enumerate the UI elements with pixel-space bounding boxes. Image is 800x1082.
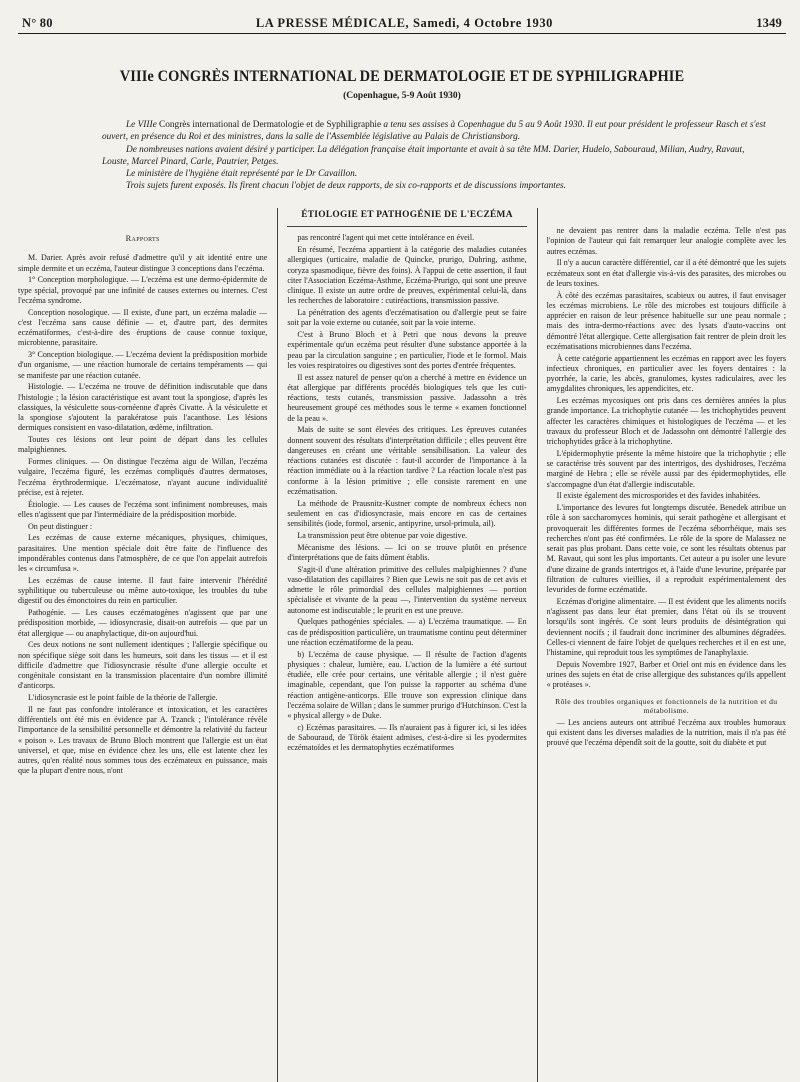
paragraph: Formes cliniques. — On distingue l'eczéma aigu de Willan, l'eczéma vulgaire, l'eczéma figuré, les eczémas compliqués d'autres dermatoses, l'eczéma érythrodermique. L'eczématose, n'ayant aucune individualité précise, est à rejeter. [18,457,268,497]
intro-paragraph-2: De nombreuses nations avaient désiré y participer. La délégation française était importante et avait à sa tête MM. Darier, Hudelo, Sabouraud, Milian, Audry, Ravaut, Louste, Marcel Pinard, Carle, Pautrier, Petges. [102,144,745,167]
paragraph: Il n'y a aucun caractère différentiel, car il a été démontré que les sujets eczémateux sont en état d'allergie vis-à-vis des parasites, des microbes ou de leurs toxines. [546,258,786,288]
intro-lead: Le VIIIe [126,120,157,130]
column-3 [537,208,786,1082]
column-1 [18,208,267,1082]
intro-paragraph-3: Le ministère de l'hygiène était représenté par le Dr Cavaillon. [126,169,358,180]
column-2 [277,208,526,1082]
paragraph: Il existe également des microsporides et des favides inhabitées. [556,491,761,501]
paragraph: M. Darier. Après avoir refusé d'admettre qu'il y ait identité entre une simple dermite et un eczéma, l'auteur distingue 3 conceptions dans l'eczéma. [18,253,268,273]
paragraph: En résumé, l'eczéma appartient à la catégorie des maladies cutanées allergiques (urticaire, maladie de Quincke, prurigo, Duhring, asthme, coryza spasmodique, fièvre des foins). À l'appui de cette assertion, il faut citer l'Association Eczéma-Asthme, Eczéma-Prurigo, qui sont une preuve clinique. Il existe un autre ordre de preuves, expérimental celui-là, dans les recherches de laboratoire : cutiréactions, transmission passive. [287,245,527,306]
paragraph: L'épidermophytie présente la même histoire que la trichophytie ; elle se caractérise très souvent par des intertrigos, des dyshidroses, l'eczéma marginé de Hebra ; elle se révèle aussi par des épidermophytides, elle s'accompagne d'un état d'allergie indiscutable. [546,448,786,489]
paragraph: Il est assez naturel de penser qu'on a cherché à mettre en évidence un état allergique par différents procédés biologiques tels que les cuti-réactions, tests cutanés, transmission passive. Jadassohn a très heureusement groupé ces méthodes sous le terme « examen fonctionnel de la peau ». [287,372,527,423]
section-heading: ÉTIOLOGIE ET PATHOGÉNIE DE L'ECZÉMA [301,210,513,220]
intro-paragraph-1 [102,119,772,144]
article-columns [18,208,786,1082]
intro-paragraph-4: Trois sujets furent exposés. Ils firent chacun l'objet de deux rapports, de six co-rapports et de discussions importantes. [126,181,566,192]
paragraph: pas rencontré l'agent qui met cette intolérance en éveil. [297,233,475,243]
page-number: N° 80 [22,16,53,30]
paragraph: Il ne faut pas confondre intolérance et intoxication, et les caractères différentiels ont été mis en évidence par A. Tzanck ; l'intolérance révèle l'importance de la sensibilité personnelle et démontre la relativité du facteur « poison ». Les travaux de Bruno Bloch montrent que l'allergie est un état universel, et que, mise en évidence chez les uns, elle est latente chez les autres, qu'en réalité nous sommes tous des eczémateux en puissance, mais que la plupart d'entre nous, n'ont [18,704,268,776]
paragraph: Mais de suite se sont élevées des critiques. Les épreuves cutanées donnent souvent des résultats d'interprétation difficile ; elles peuvent être dangereuses en créant une véritable sensibilisation. La valeur des réactions cutanées est discutée : faut-il accorder de l'importance à la réaction immédiate ou à la réaction tardive ? La réaction locale n'est pas conforme à la lésion primitive ; elle consiste rarement en une eczématisation. [287,425,527,496]
paragraph: S'agit-il d'une altération primitive des cellules malpighiennes ? d'une vaso-dilatation des capillaires ? Bien que Lewis ne soit pas de cet avis et admette le rôle primordial des cellules malpighiennes — portion spécialisée et vivante de la peau —, l'intervention du système nerveux autonome est indiscutable ; le prurit en est une preuve. [287,564,527,615]
paragraph: Étiologie. — Les causes de l'eczéma sont infiniment nombreuses, mais elles n'agissent que par l'intermédiaire de la prédisposition morbide. [18,499,268,519]
paragraph: Les eczémas de cause interne. Il faut faire intervenir l'hérédité syphilitique ou tuberculeuse ou même auto-toxique, les troubles du tube digestif ou des émonctoires du rein en particulier. [18,575,268,606]
paragraph: L'idiosyncrasie est le point faible de la théorie de l'allergie. [28,693,218,702]
congress-subtitle: (Copenhague, 5-9 Août 1930) [343,91,461,101]
paragraph: À côté des eczémas parasitaires, scabieux ou autres, il faut envisager les eczémas microbiens. Le rôle des microbes est toujours difficile à apprécier en raison de leur présence habituelle sur une peau normale ; mais des intra-dermo-réactions avec des lysats d'auto-vaccins ont démontré l'état allergique. Cette allergisation fait rentrer de plein droit les eczématisations microbiennes dans l'eczéma. [546,290,786,351]
paragraph: Les eczémas mycosiques ont pris dans ces dernières années la plus grande importance. La trichophytie cutanée — les trichophytides peuvent affecter les caractères chimiques et histologiques de l'eczéma — et les travaux du professeur Bloch et de Jadassohn ont démontré l'allergie des trichophytides grâce à la trichophytine. [546,396,786,446]
reports-heading: Rapports [125,234,160,243]
paragraph: Conception nosologique. — Il existe, d'une part, un eczéma maladie — c'est l'eczéma sans cause définie — et, d'autre part, des dermites eczématiformes, c'est-à-dire des éruptions de cause connue toxique, microbienne, parasitaire. [18,307,268,348]
paragraph: Eczémas d'origine alimentaire. — Il est évident que les aliments nocifs n'agissent pas dans leur état premier, dans l'état où ils se trouvent lorsqu'ils sont ingérés. Ce sont leurs produits de désintégration qui deviennent nocifs ; il faudrait donc incriminer des albumines dégradées. Celles-ci viennent de faire l'objet de quelques recherches et il en est une, l'histamine, qui reproduit tous les symptômes de l'anaphylaxie. [546,596,786,657]
intro-p1-text: a tenu ses assises à Copenhague du 5 au 9 Août 1930. Il eut pour président le professeur Rasch et s'est ouvert, en présence du Roi et des ministres, dans la salle de l'Assemblée législative au Palais de Christiansborg. [102,120,766,143]
paragraph: La méthode de Prausnitz-Kustner compte de nombreux échecs non seulement en cas d'idiosyncrasie, mais encore en cas de certaines sensibilités (iode, formol, arsenic, antipyrine, ursol-primula, ail). [287,498,527,528]
paragraph: À cette catégorie appartiennent les eczémas en rapport avec les foyers infectieux chroniques, en particulier avec les foyers dentaires : la pyorrhée, la carie, les abcès, granulomes, kystes radiculaires, avec les amygdalites chroniques, les appendicites, etc. [546,353,786,394]
paragraph: La transmission peut être obtenue par voie digestive. [297,530,468,540]
paragraph: b) L'eczéma de cause physique. — Il résulte de l'action d'agents physiques : chaleur, lumière, eau. L'action de la lumière a été surtout étudiée, elle crée pour certains, une véritable allergie ; il n'est guère imaginable, cependant, que l'on puisse la rapporter au schéma d'une réaction antigène-anticorps. Elle trouve son expression clinique dans l'eczéma solaire de Willan ; dans le summer prurigo d'Hutchinson. C'est la « physical allergy » de Duke. [287,649,527,720]
paragraph: Pathogénie. — Les causes eczématogènes n'agissent que par une prédisposition morbide, — idiosyncrasie, disait-on autrefois — que par un état allergique — ou anaphylactique, dit-on aujourd'hui. [18,608,268,638]
paragraph: — Les anciens auteurs ont attribué l'eczéma aux troubles humoraux qui existent dans les diverses maladies de la nutrition, mais il n'a pas été prouvé que l'eczéma dépendît soit de la goutte, soit du diabète et put [546,717,786,748]
paragraph: Mécanisme des lésions. — Ici on se trouve plutôt en présence d'interprétations que de faits dûment établis. [287,542,527,562]
paragraph: Quelques pathogénies spéciales. — a) L'eczéma traumatique. — En cas de prédisposition particulière, un traumatisme continu peut déterminer une réaction eczématiforme de la peau. [287,617,527,647]
congress-title: VIIIe CONGRÈS INTERNATIONAL DE DERMATOLOGIE ET DE SYPHILIGRAPHIE [119,68,685,85]
paragraph: 3° Conception biologique. — L'eczéma devient la prédisposition morbide d'un organisme, — une réaction humorale de certains tempéraments — qui se manifeste par une réaction cutanée. [18,350,268,380]
paragraph: On peut distinguer : [28,521,93,531]
intro-block [102,119,772,193]
heading-rule [287,226,526,227]
paragraph: Ces deux notions ne sont nullement identiques ; l'allergie spécifique ou non spécifique siège soit dans les humeurs, soit dans les tissus — et il est difficile d'admettre que l'idiosyncrasie résulte d'une allergie occulte et congénitale consistant en la transmission placentaire d'un nombre illimité d'anticorps. [18,640,268,691]
paragraph: La pénétration des agents d'eczématisation ou d'allergie peut se faire soit par la voie externe ou cutanée, soit par la voie interne. [287,308,527,328]
paragraph: Histologie. — L'eczéma ne trouve de définition indiscutable que dans l'histologie ; la lésion caractéristique est avant tout la spongiose, d'après les classiques, la vésiculette sous-cornéenne d'après Civatte. À la vésiculette et la spongiose s'ajoutent la parakératose puis l'acanthose. Les lésions dermiques consistent en vaso-dilatation, œdème, infiltration. [18,382,268,433]
paragraph: 1° Conception morphologique. — L'eczéma est une dermo-épidermite de type spécial, provoqué par une infinité de causes externes ou internes. C'est l'eczéma syndrome. [18,275,268,305]
paragraph: ne devaient pas rentrer dans la maladie eczéma. Telle n'est pas l'opinion de l'auteur qui fait remarquer leur analogie complète avec les autres eczémas. [546,226,786,256]
paragraph: Les eczémas de cause externe mécaniques, physiques, chimiques, parasitaires. Une mention spéciale doit être faite de l'influence des impondérables contenus dans l'atmosphère, de ce que l'on appelait autrefois les « circumfusa ». [18,533,268,573]
paragraph: Toutes ces lésions ont leur point de départ dans les cellules malpighiennes. [18,435,268,455]
paragraph: L'importance des levures fut longtemps discutée. Benedek attribue un rôle à son saccharomyces hominis, qui serait pathogène et allergisant et provoquerait les différentes formes de l'eczéma séborrhéique, mais ses recherches n'ont pas été confirmées. Le rôle de la spore de Malassez ne serait pas plus probant. Dans cette voie, ce sont les résultats obtenus par M. Ravaut, qui sont les plus importants. Cet auteur a pu isoler une levure d'une dizaine de grands intertrigos et, à l'aide d'une levurine, préparée par filtration de cultures vieillies, il a reproduit expérimentalement des levurides de forme eczématide. [546,503,786,594]
paragraph: Depuis Novembre 1927, Barber et Oriel ont mis en évidence dans les urines des sujets en état de crise allergique des substances qu'ils appellent « protéases ». [546,659,786,690]
page-reference: 1349 [756,16,782,30]
paragraph: C'est à Bruno Bloch et à Petri que nous devons la preuve expérimentale qu'un eczéma peut résulter d'une substance apportée à la peau par la circulation sanguine ; en particulier, l'iode et le formol. Mais les voies respiratoires ou digestives sont des portes d'entrée fréquentes. [287,330,527,370]
page-header [18,16,786,34]
paragraph: c) Eczémas parasitaires. — Ils n'auraient pas à figurer ici, si les idées de Sabouraud, de Török étaient admises, c'est-à-dire si les pyodermites eczématoïdes et les dermatophyties eczématiformes [287,722,527,753]
intro-congress-name: Congrès international de Dermatologie et de Syphiligraphie [159,120,382,130]
subsection-heading: Rôle des troubles organiques et fonctionnels de la nutrition et du métabolisme. [555,696,778,716]
journal-title: LA PRESSE MÉDICALE, Samedi, 4 Octobre 1930 [255,16,554,30]
